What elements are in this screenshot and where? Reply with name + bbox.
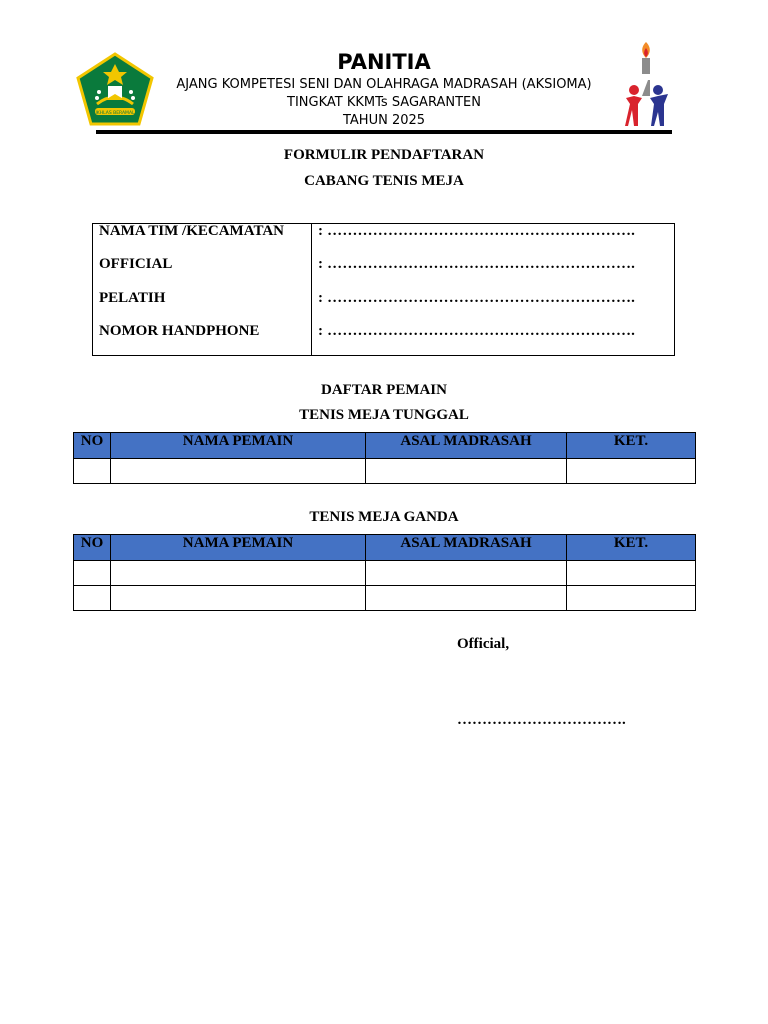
header-level: TINGKAT KKMTs SAGARANTEN <box>287 95 481 110</box>
col-header-asal: ASAL MADRASAH <box>366 433 567 459</box>
header-year: TAHUN 2025 <box>342 113 426 128</box>
col-header-asal: ASAL MADRASAH <box>366 535 567 561</box>
header-event-name: AJANG KOMPETESI SENI DAN OLAHRAGA MADRASAH (AKSIOMA) <box>176 77 592 92</box>
field-label-coach: PELATIH <box>99 290 166 306</box>
field-label-team: NAMA TIM /KECAMATAN <box>99 223 284 239</box>
team-info-divider <box>311 223 312 356</box>
table-row <box>74 586 696 611</box>
players-title: DAFTAR PEMAIN <box>321 382 447 398</box>
cell-nama[interactable] <box>111 586 366 611</box>
logo-motto: IKHLAS BERAMAL <box>95 111 135 116</box>
doubles-table <box>73 534 696 611</box>
cell-asal[interactable] <box>366 586 567 611</box>
cell-ket[interactable] <box>567 459 696 484</box>
field-value-coach[interactable]: : ……………………………………………………. <box>318 290 636 306</box>
field-value-phone[interactable]: : ……………………………………………………. <box>318 323 636 339</box>
doubles-title: TENIS MEJA GANDA <box>309 509 459 525</box>
cell-nama[interactable] <box>111 459 366 484</box>
field-value-official[interactable]: : ……………………………………………………. <box>318 256 636 272</box>
signature-role: Official, <box>457 636 510 652</box>
table-header-row <box>74 535 696 561</box>
singles-title: TENIS MEJA TUNGGAL <box>299 407 469 423</box>
signature-line[interactable]: ……………………………. <box>457 712 626 728</box>
col-header-no: NO <box>74 535 111 561</box>
col-header-no: NO <box>74 433 111 459</box>
col-header-nama: NAMA PEMAIN <box>111 433 366 459</box>
cell-ket[interactable] <box>567 586 696 611</box>
cell-ket[interactable] <box>567 561 696 586</box>
cell-asal[interactable] <box>366 561 567 586</box>
aksioma-torch-logo <box>622 40 674 130</box>
field-value-team[interactable]: : ……………………………………………………. <box>318 223 636 239</box>
cell-asal[interactable] <box>366 459 567 484</box>
table-row <box>74 561 696 586</box>
cell-no[interactable] <box>74 586 111 611</box>
col-header-nama: NAMA PEMAIN <box>111 535 366 561</box>
cell-no[interactable] <box>74 459 111 484</box>
table-row <box>74 459 696 484</box>
header-divider <box>96 130 672 134</box>
singles-table <box>73 432 696 484</box>
header-title: PANITIA <box>337 50 431 74</box>
col-header-ket: KET. <box>567 433 696 459</box>
field-label-official: OFFICIAL <box>99 256 173 272</box>
form-subtitle: CABANG TENIS MEJA <box>304 173 464 189</box>
cell-no[interactable] <box>74 561 111 586</box>
table-header-row <box>74 433 696 459</box>
cell-nama[interactable] <box>111 561 366 586</box>
col-header-ket: KET. <box>567 535 696 561</box>
field-label-phone: NOMOR HANDPHONE <box>99 323 260 339</box>
form-title: FORMULIR PENDAFTARAN <box>283 147 485 163</box>
